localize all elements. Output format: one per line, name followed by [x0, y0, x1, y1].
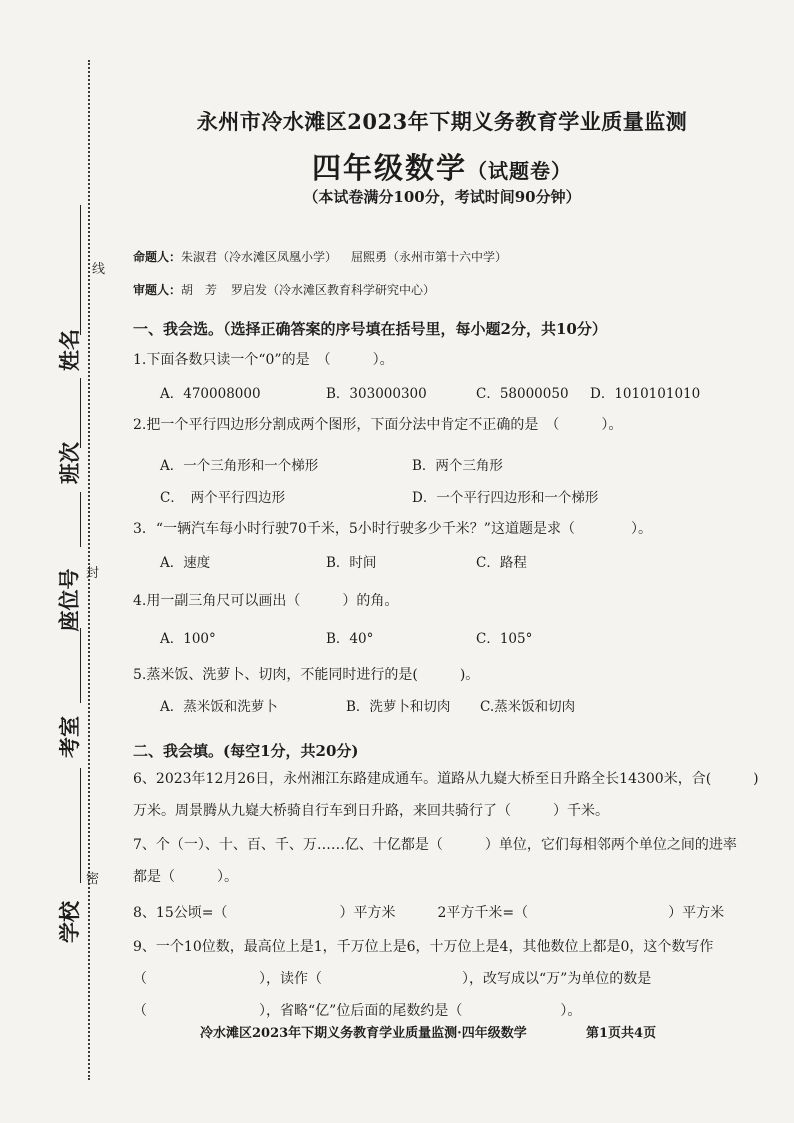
author-line	[133, 248, 507, 265]
author-1: 朱淑君（冷水滩区凤凰小学）	[181, 250, 338, 264]
q5-option-c: C.蒸米饭和切肉	[480, 699, 576, 715]
q1-option-c: C．58000050	[476, 386, 569, 402]
q4-option-b: B．40°	[326, 631, 374, 647]
reviewer-1: 胡 芳	[181, 283, 218, 297]
q5-option-b: B．洗萝卜和切肉	[346, 699, 451, 715]
q7-line-2: 都是（ ）。	[133, 869, 238, 885]
class-underline[interactable]	[80, 378, 81, 448]
exam-title: 永州市冷水滩区2023年下期义务教育学业质量监测	[196, 109, 688, 134]
author-2: 屈熙勇（永州市第十六中学）	[351, 250, 508, 264]
question-1: 1.下面各数只读一个“0”的是 （ ）。	[133, 352, 394, 368]
reviewer-label: 审题人：	[133, 283, 182, 297]
q2-option-a: A．一个三角形和一个梯形	[160, 458, 319, 474]
q9-line-3: （ ），省略“亿”位后面的尾数约是（ ）。	[133, 1003, 582, 1019]
field-class-label: 班次	[57, 442, 82, 484]
page-number: 第1页共4页	[586, 1026, 657, 1041]
question-2: 2.把一个平行四边形分割成两个图形，下面分法中肯定不正确的是 （ ）。	[133, 417, 623, 433]
subject-title	[110, 146, 774, 187]
subject-title-main: 四年级数学	[311, 151, 467, 185]
exam-note: （本试卷满分100分，考试时间90分钟）	[303, 188, 581, 206]
q7-line-1: 7、个（一）、十、百、千、万……亿、十亿都是（ ）单位，它们每相邻两个单位之间的进率	[133, 837, 737, 853]
q2-option-d: D．一个平行四边形和一个梯形	[412, 490, 599, 506]
q1-option-d: D．1010101010	[590, 386, 701, 402]
q3-option-c: C．路程	[476, 555, 527, 571]
q9-line-2: （ ），读作（ ），改写成以“万”为单位的数是	[133, 971, 652, 987]
q6-line-1: 6、2023年12月26日，永州湘江东路建成通车。道路从九嶷大桥至日升路全长14300米，合( )	[133, 771, 759, 787]
binding-char-seal: 封	[86, 566, 100, 581]
q1-option-a: A．470008000	[160, 386, 261, 402]
q2-option-b: B．两个三角形	[412, 458, 503, 474]
section1-title: 一、我会选。（选择正确答案的序号填在括号里，每小题2分，共10分）	[133, 320, 607, 338]
room-underline[interactable]	[80, 628, 81, 703]
field-room-label: 考室	[57, 716, 82, 758]
q3-option-a: A．速度	[160, 555, 211, 571]
q2-option-c: C． 两个平行四边形	[160, 490, 286, 506]
q8-line: 8、15公顷=（ ）平方米 2平方千米=（ ）平方米	[133, 905, 725, 921]
footer-text: 冷水滩区2023年下期义务教育学业质量监测·四年级数学	[200, 1026, 527, 1041]
reviewer-2: 罗启发（冷水滩区教育科学研究中心）	[231, 283, 436, 297]
q4-option-c: C．105°	[476, 631, 533, 647]
school-underline[interactable]	[80, 768, 81, 883]
q3-option-b: B．时间	[326, 555, 377, 571]
field-seat-label: 座位号	[56, 568, 82, 632]
field-school-label: 学校	[57, 901, 82, 943]
question-3: 3．“一辆汽车每小时行驶70千米，5小时行驶多少千米？”这道题是求（ ）。	[133, 521, 652, 537]
q1-option-b: B．303000300	[326, 386, 427, 402]
q5-option-a: A．蒸米饭和洗萝卜	[160, 699, 278, 715]
section2-title: 二、我会填。(每空1分，共20分)	[133, 742, 359, 760]
q6-line-2: 万米。周景腾从九嶷大桥骑自行车到日升路，来回共骑行了（ ）千米。	[133, 803, 609, 819]
binding-char-secret: 密	[86, 872, 100, 887]
q4-option-a: A．100°	[160, 631, 216, 647]
question-4: 4.用一副三角尺可以画出（ ）的角。	[133, 593, 399, 609]
reviewer-line	[133, 281, 435, 298]
question-5: 5.蒸米饭、洗萝卜、切肉，不能同时进行的是( )。	[133, 667, 480, 683]
seat-underline[interactable]	[80, 492, 81, 547]
field-name-label: 姓名	[57, 329, 82, 371]
page-footer	[200, 1022, 657, 1041]
q9-line-1: 9、一个10位数，最高位上是1，千万位上是6，十万位上是4，其他数位上都是0，这个数写作	[133, 939, 714, 955]
name-underline[interactable]	[80, 205, 81, 335]
binding-char-line: 线	[92, 262, 106, 277]
author-label: 命题人：	[133, 250, 182, 264]
subject-title-sub: （试题卷）	[467, 159, 572, 183]
